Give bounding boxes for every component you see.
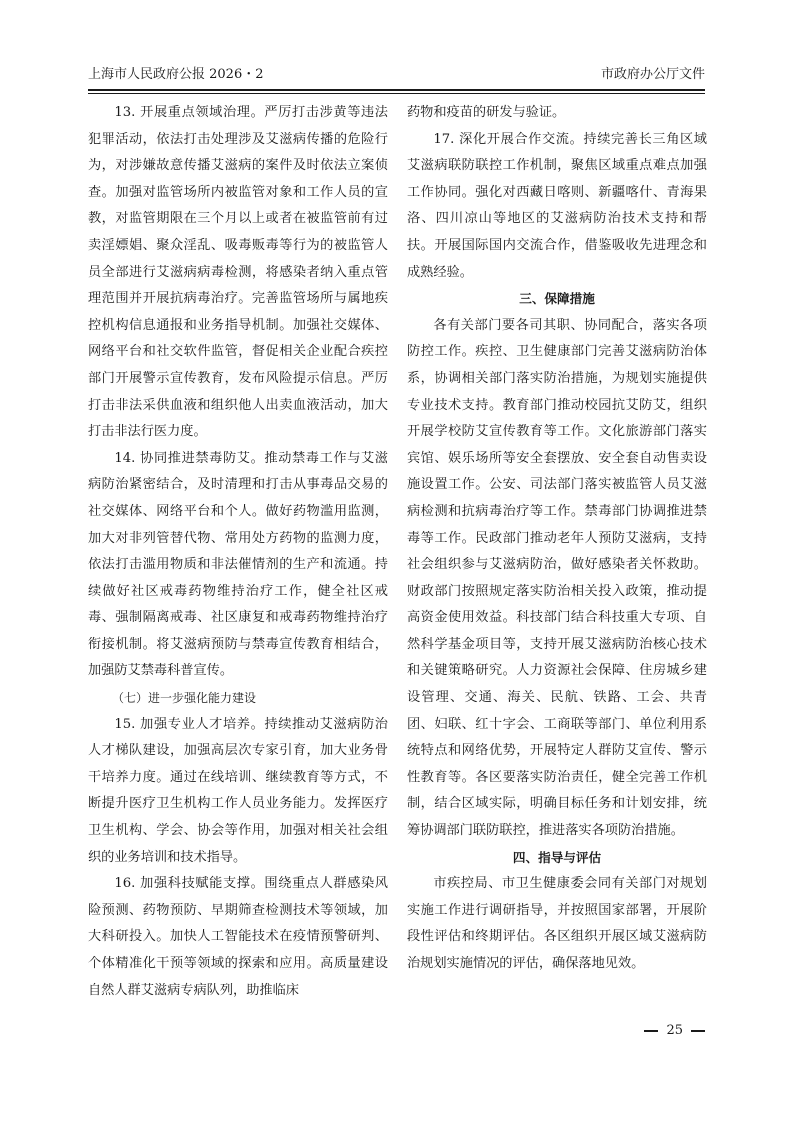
right-column (407, 100, 707, 978)
journal-title: 上海市人民政府公报 2026・2 (88, 67, 264, 82)
page-number-text: 25 (666, 1023, 683, 1038)
paragraph-16: 16. 加强科技赋能支撑。围绕重点人群感染风险预测、药物预防、早期筛查检测技术等领域，加大科研投入。加快人工智能技术在疫情预警研判、个体精准化干预等领域的探索和应用。高质量建设自然人群艾滋病专病队列，助推临床 (88, 876, 388, 998)
header-rule-thick (88, 89, 705, 91)
paragraph-15: 15. 加强专业人才培养。持续推动艾滋病防治人才梯队建设，加强高层次专家引育，加大业务骨干培养力度。通过在线培训、继续教育等方式，不断提升医疗卫生机构工作人员业务能力。发挥医疗卫生机构、学会、协会等作用，加强对相关社会组织的业务培训和技术指导。 (88, 716, 388, 865)
paragraph-evaluation: 市疾控局、市卫生健康委会同有关部门对规划实施工作进行调研指导，并按照国家部署，开展阶段性评估和终期评估。各区组织开展区域艾滋病防治规划实施情况的评估，确保落地见效。 (407, 876, 707, 971)
paragraph-17: 17. 深化开展合作交流。持续完善长三角区域艾滋病联防联控工作机制，聚焦区域重点难点加强工作协同。强化对西藏日喀则、新疆喀什、青海果洛、四川凉山等地区的艾滋病防治技术支持和帮扶。开展国际国内交流合作，借鉴吸收先进理念和成熟经验。 (407, 131, 707, 280)
paragraph-16-continued: 药物和疫苗的研发与验证。 (407, 105, 566, 120)
folio-dash-left (644, 1030, 658, 1032)
page-number (644, 1022, 705, 1040)
left-column (88, 100, 388, 1004)
header-rule-thin (88, 93, 705, 94)
paragraph-13: 13. 开展重点领域治理。严厉打击涉黄等违法犯罪活动，依法打击处理涉及艾滋病传播的危险行为，对涉嫌故意传播艾滋病的案件及时依法立案侦查。加强对监管场所内被监管对象和工作人员的宣教，对监管期限在三个月以上或者在被监管前有过卖淫嫖娼、聚众淫乱、吸毒贩毒等行为的被监管人员全部进行艾滋病病毒检测，将感染者纳入重点管理范围并开展抗病毒治疗。完善监管场所与属地疾控机构信息通报和业务指导机制。加强社交媒体、网络平台和社交软件监管，督促相关企业配合疾控部门开展警示宣传教育，发布风险提示信息。严厉打击非法采供血液和组织他人出卖血液活动，加大打击非法行医力度。 (88, 105, 388, 440)
folio-dash-right (691, 1030, 705, 1032)
subsection-heading: （七）进一步强化能力建设 (112, 691, 257, 706)
section-label: 市政府办公厅文件 (600, 67, 705, 82)
paragraph-14: 14. 协同推进禁毒防艾。推动禁毒工作与艾滋病防治紧密结合，及时清理和打击从事毒品交易的社交媒体、网络平台和个人。做好药物滥用监测，加大对非列管替代物、常用处方药物的监测力度，依法打击滥用物质和非法催情剂的生产和流通。持续做好社区戒毒药物维持治疗工作，健全社区戒毒、强制隔离戒毒、社区康复和戒毒药物维持治疗衔接机制。将艾滋病预防与禁毒宣传教育相结合，加强防艾禁毒科普宣传。 (88, 450, 388, 679)
paragraph-safeguards: 各有关部门要各司其职、协同配合，落实各项防控工作。疾控、卫生健康部门完善艾滋病防治体系，协调相关部门落实防治措施，为规划实施提供专业技术支持。教育部门推动校园抗艾防艾，组织开展学校防艾宣传教育等工作。文化旅游部门落实宾馆、娱乐场所等安全套摆放、安全套自动售卖设施设置工作。公安、司法部门落实被监管人员艾滋病检测和抗病毒治疗等工作。禁毒部门协调推进禁毒等工作。民政部门推动老年人预防艾滋病，支持社会组织参与艾滋病防治，做好感染者关怀救助。财政部门按照规定落实防治相关投入政策，推动提高资金使用效益。科技部门结合科技重大专项、自然科学基金项目等，支持开展艾滋病防治核心技术和关键策略研究。人力资源社会保障、住房城乡建设管理、交通、海关、民航、铁路、工会、共青团、妇联、红十字会、工商联等部门、单位利用系统特点和网络优势，开展特定人群防艾宣传、警示性教育等。各区要落实防治责任，健全完善工作机制，结合区域实际，明确目标任务和计划安排，统筹协调部门联防联控，推进落实各项防治措施。 (407, 317, 707, 839)
section-heading-evaluation: 四、指导与评估 (512, 849, 602, 865)
section-heading-safeguards: 三、保障措施 (519, 291, 595, 307)
